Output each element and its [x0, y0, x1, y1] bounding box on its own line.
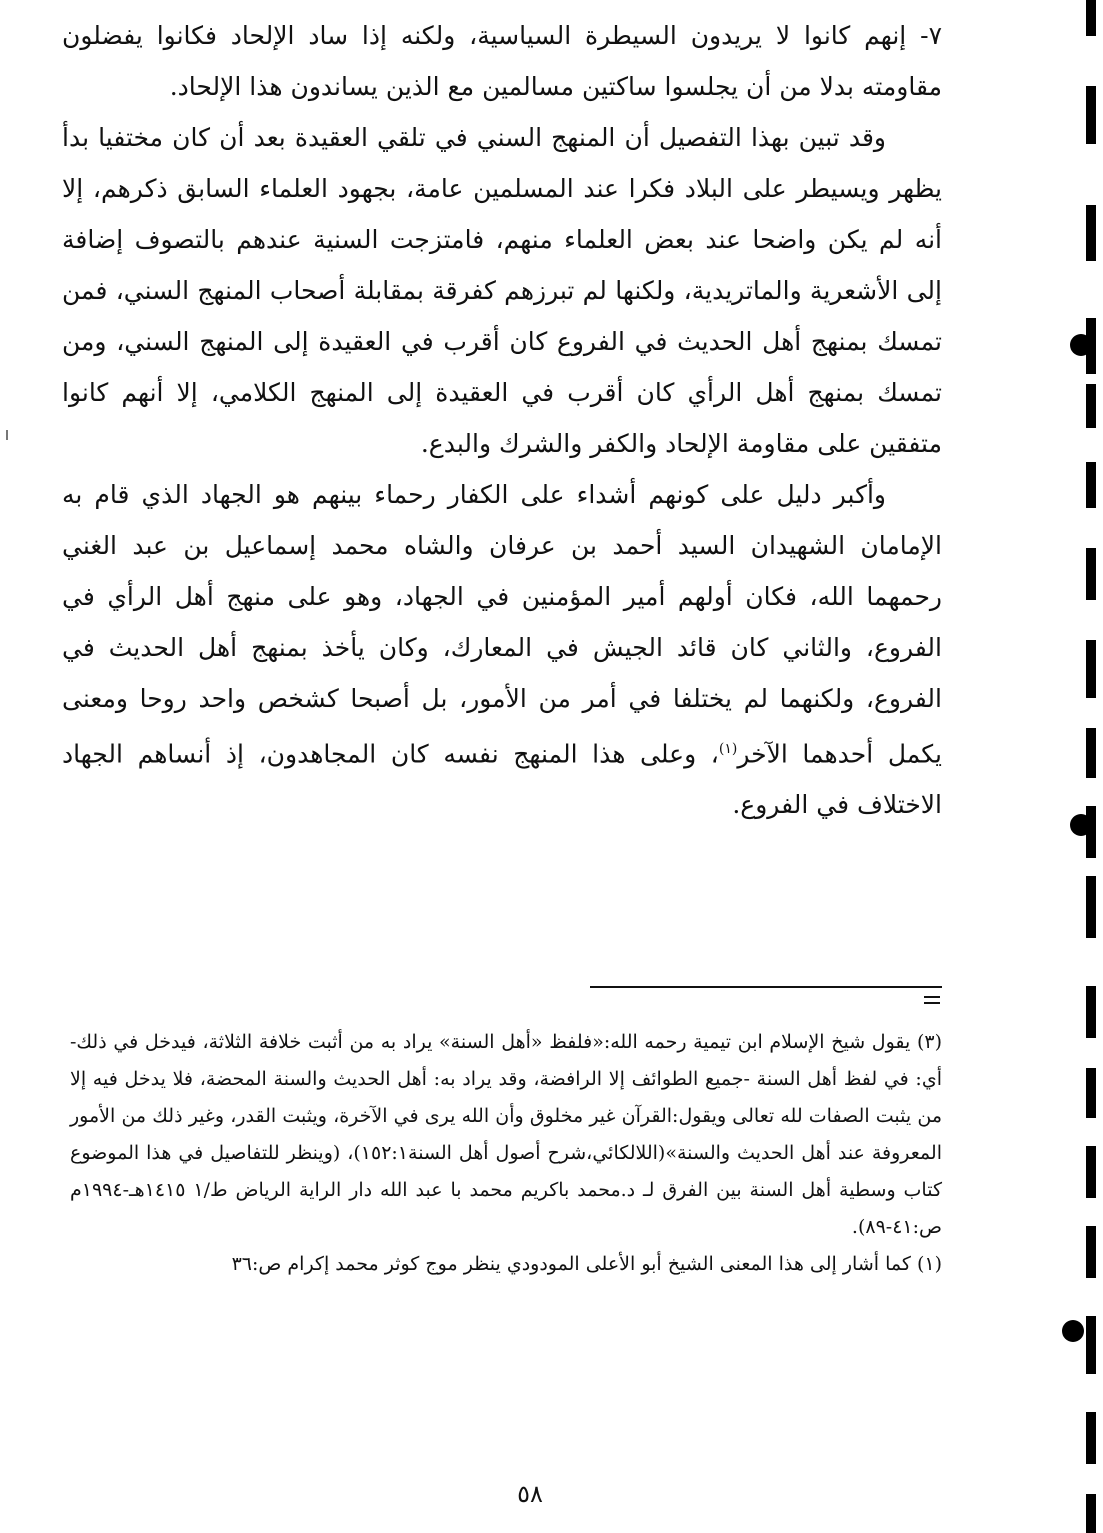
binding-mark [1086, 462, 1096, 508]
footnote-3: (٣) يقول شيخ الإسلام ابن تيمية رحمه الله:«فلفظ «أهل السنة» يراد به من أثبت خلافة الثلاثة، فيدخل في ذلك-أي: في لفظ أهل السنة -جميع الطوائف إلا الرافضة، وقد يراد به: أهل الحديث والسنة المحضة، فلا يدخل فيه إلا من يثبت الصفات لله تعالى ويقول:القرآن غير مخلوق وأن الله يرى في الآخرة، ويثبت القدر، وغير ذلك من الأمور المعروفة عند أهل الحديث والسنة»(اللالكائي،شرح أصول أهل السنة١٥٢:١)، (وينظر للتفاصيل في هذا الموضوع كتاب وسطية أهل السنة بين الفرق لـ د.محمد باكريم محمد با عبد الله دار الراية الرياض ط/١ ١٤١٥هـ-١٩٩٤م ص:٤١-٨٩). [70, 1031, 942, 1238]
binding-dot [1062, 1320, 1084, 1342]
binding-mark [1086, 1412, 1096, 1464]
binding-mark [1086, 640, 1096, 698]
binding-mark [1086, 876, 1096, 938]
binding-mark [1086, 86, 1096, 144]
binding-mark [1086, 384, 1096, 428]
binding-mark [1086, 0, 1096, 36]
page-number: ٥٨ [517, 1480, 543, 1508]
paragraph-point-7: ٧- إنهم كانوا لا يريدون السيطرة السياسية، ولكنه إذا ساد الإلحاد فكانوا يفضلون مقاومته بدلا من أن يجلسوا ساكتين مسالمين مع الذين يساندون هذا الإلحاد. [62, 21, 942, 101]
paragraph-sunni-method: وقد تبين بهذا التفصيل أن المنهج السني في تلقي العقيدة بعد أن كان مختفيا بدأ يظهر ويسيطر على البلاد فكرا عند المسلمين عامة، بجهود العلماء السابق ذكرهم، إلا أنه لم يكن واضحا عند بعض العلماء منهم، فامتزجت السنية عندهم بالتصوف إضافة إلى الأشعرية والماتريدية، ولكنها لم تبرزهم كفرقة بمقابلة أصحاب المنهج السني، فمن تمسك بمنهج أهل الحديث في الفروع كان أقرب في العقيدة إلى المنهج السني، ومن تمسك بمنهج أهل الرأي كان أقرب في العقيدة إلى المنهج الكلامي، إلا أنهم كانوا متفقين على مقاومة الإلحاد والكفر والشرك والبدع. [62, 123, 942, 458]
binding-mark [1086, 205, 1096, 261]
binding-mark [1086, 1316, 1096, 1374]
footnote-reference[interactable]: (١) [718, 741, 738, 757]
binding-mark [1086, 986, 1096, 1038]
binding-mark [1086, 1068, 1096, 1118]
binding-mark [1086, 548, 1096, 600]
paragraph-jihad-part-1: وأكبر دليل على كونهم أشداء على الكفار رحماء بينهم هو الجهاد الذي قام به الإمامان الشهيدان السيد أحمد بن عرفان والشاه محمد إسماعيل بن عبد الغني رحمهما الله، فكان أولهم أمير المؤمنين في الجهاد، وهو على منهج أهل الرأي في الفروع، والثاني كان قائد الجيش في المعارك، وكان يأخذ بمنهج أهل الحديث في الفروع، ولكنهما لم يختلفا في أمر من الأمور، بل أصبحا كشخص واحد روحا ومعنى يكمل أحدهما الآخر [62, 480, 942, 769]
footnote-separator-mark [924, 996, 940, 1004]
binding-dot [1070, 334, 1092, 356]
binding-dot [1070, 814, 1092, 836]
binding-mark [1086, 728, 1096, 778]
main-text [62, 10, 942, 830]
scan-edge-mark [6, 430, 8, 440]
paragraph-jihad-part-2: ، وعلى هذا المنهج نفسه كان المجاهدون، إذ أنساهم الجهاد الاختلاف في الفروع. [62, 739, 942, 820]
binding-mark [1086, 1494, 1096, 1533]
footnotes [70, 1024, 942, 1283]
paragraph-jihad [62, 469, 942, 830]
binding-mark [1086, 1226, 1096, 1278]
binding-mark [1086, 1146, 1096, 1198]
footnote-1: (١) كما أشار إلى هذا المعنى الشيخ أبو الأعلى المودودي ينظر موج كوثر محمد إكرام ص:٣٦ [231, 1253, 942, 1275]
footnote-separator [590, 986, 942, 988]
